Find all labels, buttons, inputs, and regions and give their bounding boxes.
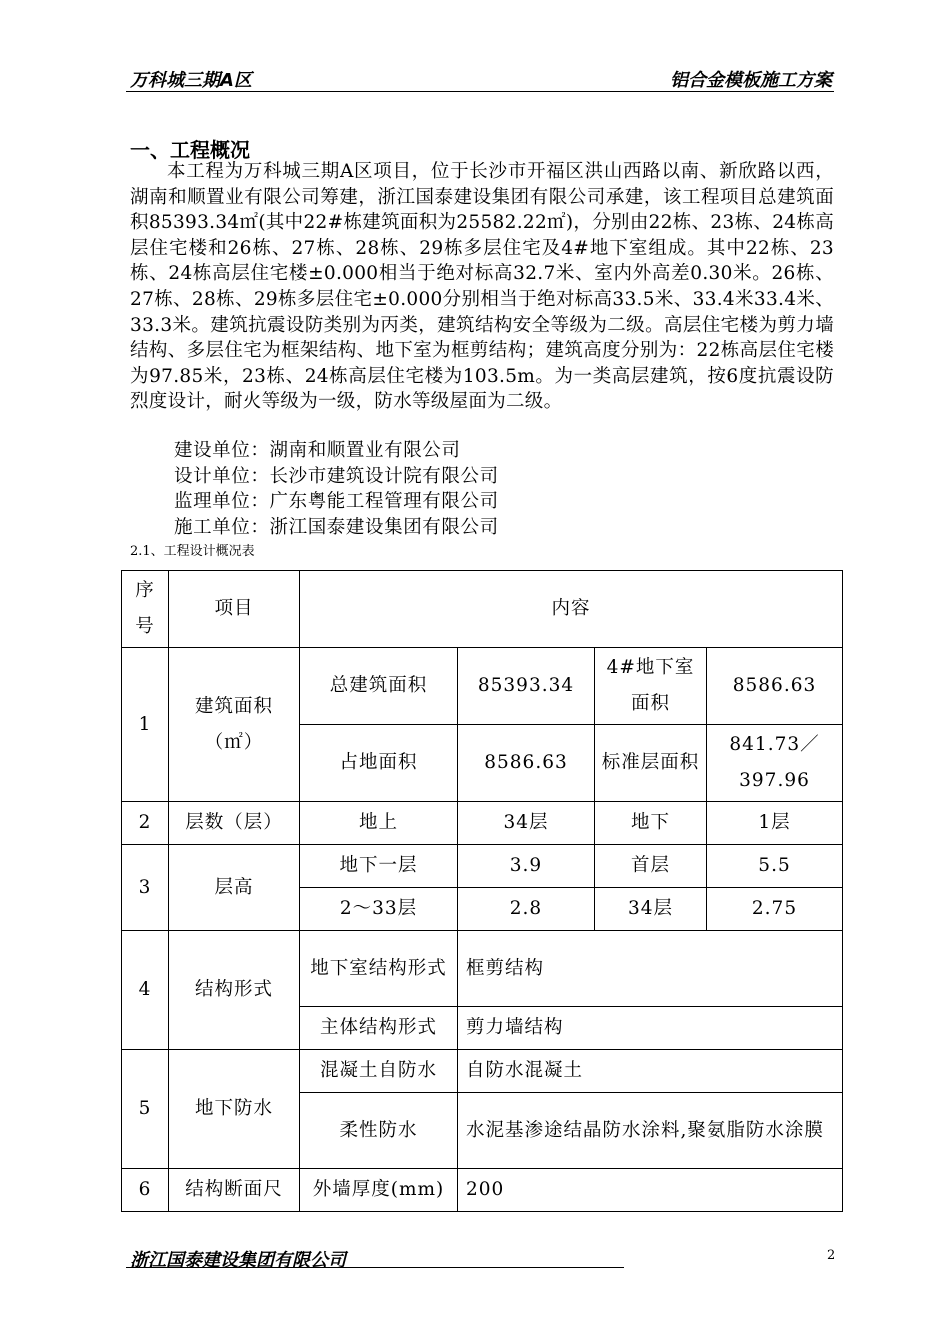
header-cell-no: 序号: [122, 571, 169, 648]
table-row: [122, 1169, 843, 1212]
cell-label: 地上: [300, 802, 458, 845]
header-rule: [126, 91, 834, 92]
cell-value: 200: [458, 1169, 843, 1212]
supervision-unit-line: 监理单位：广东粤能工程管理有限公司: [174, 491, 499, 513]
project-overview-paragraph: 本工程为万科城三期A区项目，位于长沙市开福区洪山西路以南、新欣路以西，湖南和顺置业有限公司筹建，浙江国泰建设集团有限公司承建，该工程项目总建筑面积85393.34㎡(其中22#栋建筑面积为25582.22㎡)，分别由22栋、23栋、24栋高层住宅楼和26栋、27栋、28栋、29栋多层住宅及4#地下室组成。其中22栋、23栋、24栋高层住宅楼±0.000相当于绝对标高32.7米、室内外高差0.30米。26栋、27栋、28栋、29栋多层住宅±0.000分别相当于绝对标高33.5米、33.4米33.4米、33.3米。建筑抗震设防类别为丙类，建筑结构安全等级为二级。高层住宅楼为剪力墙结构、多层住宅为框架结构、地下室为框剪结构；建筑高度分别为：22栋高层住宅楼为97.85米，23栋、24栋高层住宅楼为103.5m。为一类高层建筑，按6度抗震设防烈度设计，耐火等级为一级，防水等级屋面为二级。: [130, 161, 834, 413]
cell-value: 剪力墙结构: [458, 1007, 843, 1050]
row-number: 1: [122, 648, 169, 802]
cell-label: 地下室结构形式: [300, 931, 458, 1007]
cell-value: 34层: [458, 802, 595, 845]
cell-value: 3.9: [458, 845, 595, 888]
row-number: 2: [122, 802, 169, 845]
cell-label: 占地面积: [300, 725, 458, 802]
footer-rule: [126, 1267, 624, 1268]
table-row: [122, 648, 843, 725]
page-number: 2: [827, 1248, 836, 1263]
header-cell-item: 项目: [169, 571, 300, 648]
row-item: 层高: [169, 845, 300, 931]
cell-label: 标准层面积: [595, 725, 707, 802]
cell-label: 2～33层: [300, 888, 458, 931]
row-item: 结构形式: [169, 931, 300, 1050]
cell-value: 85393.34: [458, 648, 595, 725]
section-title: 一、工程概况: [130, 138, 250, 162]
table-header-row: [122, 571, 843, 648]
row-item: 层数（层）: [169, 802, 300, 845]
cell-label: 混凝土自防水: [300, 1050, 458, 1093]
row-number: 6: [122, 1169, 169, 1212]
cell-label: 柔性防水: [300, 1093, 458, 1169]
header-project-name: 万科城三期A区: [130, 70, 252, 91]
cell-label: 首层: [595, 845, 707, 888]
cell-value: 841.73／397.96: [707, 725, 843, 802]
table-caption: 2.1、工程设计概况表: [130, 544, 255, 559]
cell-label: 总建筑面积: [300, 648, 458, 725]
header-cell-content: 内容: [300, 571, 843, 648]
contractor-unit-line: 施工单位：浙江国泰建设集团有限公司: [174, 516, 499, 538]
row-number: 4: [122, 931, 169, 1050]
cell-label: 地下一层: [300, 845, 458, 888]
row-number: 5: [122, 1050, 169, 1169]
row-number: 3: [122, 845, 169, 931]
cell-value: 8586.63: [707, 648, 843, 725]
row-item: 地下防水: [169, 1050, 300, 1169]
cell-value: 2.75: [707, 888, 843, 931]
construction-unit-line: 建设单位：湖南和顺置业有限公司: [174, 440, 461, 461]
cell-value: 2.8: [458, 888, 595, 931]
cell-label: 外墙厚度(mm): [300, 1169, 458, 1212]
header-document-title: 铝合金模板施工方案: [670, 70, 832, 91]
cell-value: 8586.63: [458, 725, 595, 802]
row-item: 结构断面尺: [169, 1169, 300, 1212]
cell-value: 框剪结构: [458, 931, 843, 1007]
cell-label: 主体结构形式: [300, 1007, 458, 1050]
table-row: [122, 802, 843, 845]
footer-company: 浙江国泰建设集团有限公司: [130, 1250, 346, 1271]
cell-value: 1层: [707, 802, 843, 845]
cell-label: 地下: [595, 802, 707, 845]
design-unit-line: 设计单位：长沙市建筑设计院有限公司: [174, 465, 499, 487]
cell-value: 5.5: [707, 845, 843, 888]
table-row: [122, 931, 843, 1007]
cell-label: 4#地下室面积: [595, 648, 707, 725]
row-item: 建筑面积（㎡）: [169, 648, 300, 802]
table-row: [122, 1050, 843, 1093]
cell-value: 自防水混凝土: [458, 1050, 843, 1093]
cell-value: 水泥基渗途结晶防水涂料,聚氨脂防水涂膜: [458, 1093, 843, 1169]
design-overview-table: [121, 570, 843, 1212]
table-row: [122, 845, 843, 888]
cell-label: 34层: [595, 888, 707, 931]
participating-units: [174, 438, 499, 540]
